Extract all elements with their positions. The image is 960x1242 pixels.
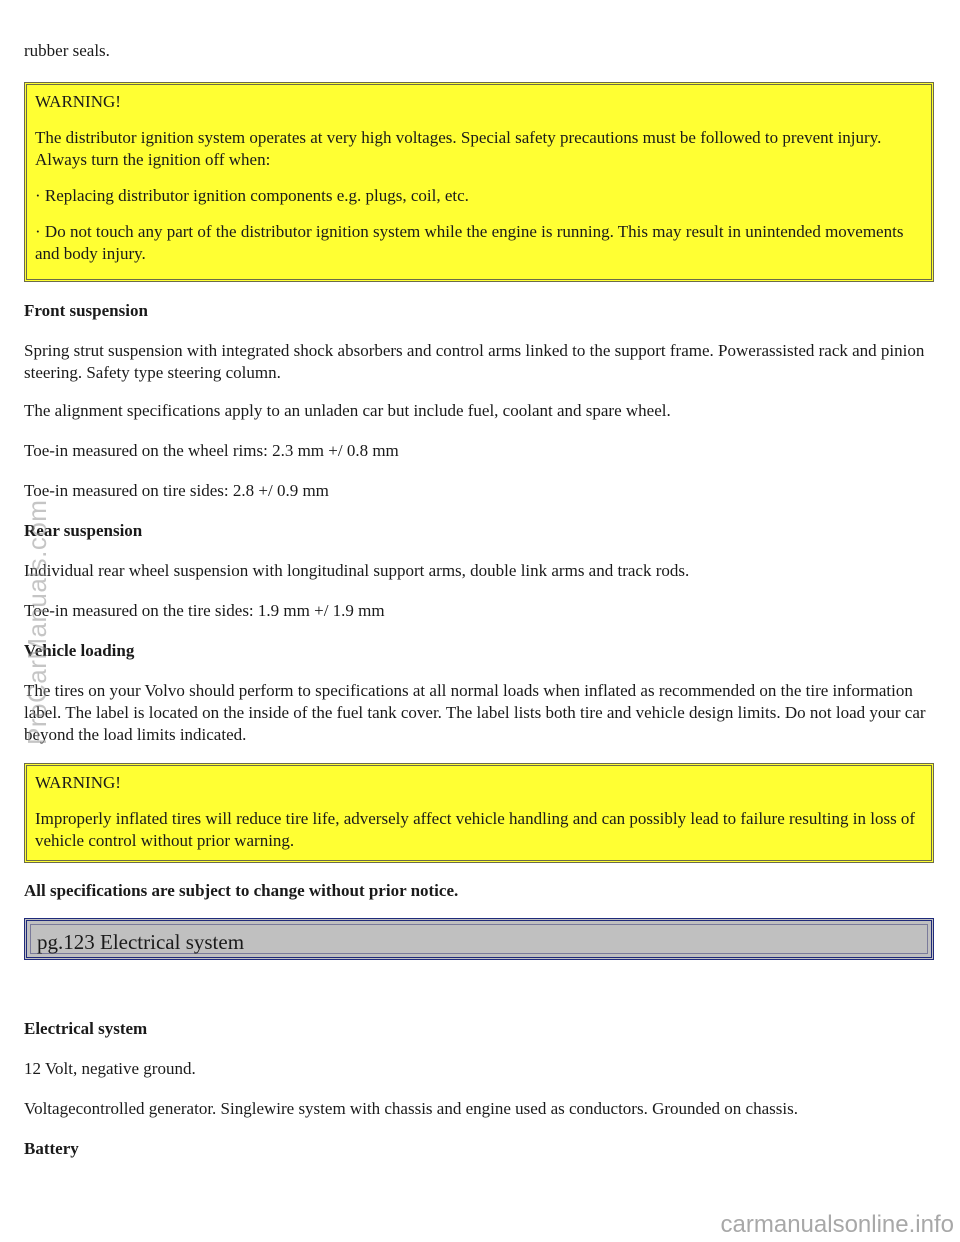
warning-item: · Do not touch any part of the distributor ignition system while the engine is running. This may result in unintended movements and body injury. (35, 222, 904, 263)
vehicle-loading-text: The tires on your Volvo should perform to specifications at all normal loads when inflated as recommended on the tire information label. The label is located on the inside of the fuel tank cover. The label lists both tire and vehicle design limits. Do not load your car beyond the load limits indicated. (24, 681, 926, 744)
ignition-warning-box (24, 82, 934, 282)
electrical-generator-text: Voltagecontrolled generator. Singlewire system with chassis and engine used as conductors. Grounded on chassis. (24, 1099, 798, 1118)
section-header (24, 918, 934, 960)
rear-toe-in-text: Toe-in measured on the tire sides: 1.9 mm +/ 1.9 mm (24, 601, 385, 620)
rear-suspension-text: Individual rear wheel suspension with longitudinal support arms, double link arms and track rods. (24, 561, 690, 580)
warning-title: WARNING! (35, 92, 121, 111)
warning-text: The distributor ignition system operates at very high voltages. Special safety precautions must be followed to prevent injury. Always turn the ignition off when: (35, 128, 882, 169)
electrical-voltage-text: 12 Volt, negative ground. (24, 1059, 196, 1078)
front-suspension-heading: Front suspension (24, 301, 148, 320)
notice-text: All specifications are subject to change without prior notice. (24, 881, 459, 900)
footer-watermark: carmanualsonline.info (720, 1211, 954, 1238)
warning-item: · Replacing distributor ignition components e.g. plugs, coil, etc. (35, 186, 469, 205)
rear-suspension-heading: Rear suspension (24, 521, 143, 540)
warning-title: WARNING! (35, 773, 121, 792)
toe-in-tires-text: Toe-in measured on tire sides: 2.8 +/ 0.9 mm (24, 481, 329, 500)
front-suspension-text: Spring strut suspension with integrated shock absorbers and control arms linked to the support frame. Powerassisted rack and pinion steering. Safety type steering column. (24, 341, 925, 382)
side-watermark: ProCarManuals.com (22, 499, 52, 745)
warning-text: Improperly inflated tires will reduce tire life, adversely affect vehicle handling and can possibly lead to failure resulting in loss of vehicle control without prior warning. (35, 809, 916, 850)
alignment-text: The alignment specifications apply to an unladen car but include fuel, coolant and spare wheel. (24, 401, 671, 420)
tire-warning-box (24, 763, 934, 863)
top-text: rubber seals. (24, 41, 110, 60)
vehicle-loading-heading: Vehicle loading (24, 641, 135, 660)
battery-heading: Battery (24, 1139, 79, 1158)
section-title: pg.123 Electrical system (30, 924, 928, 954)
electrical-heading: Electrical system (24, 1019, 148, 1038)
toe-in-rims-text: Toe-in measured on the wheel rims: 2.3 mm +/ 0.8 mm (24, 441, 399, 460)
